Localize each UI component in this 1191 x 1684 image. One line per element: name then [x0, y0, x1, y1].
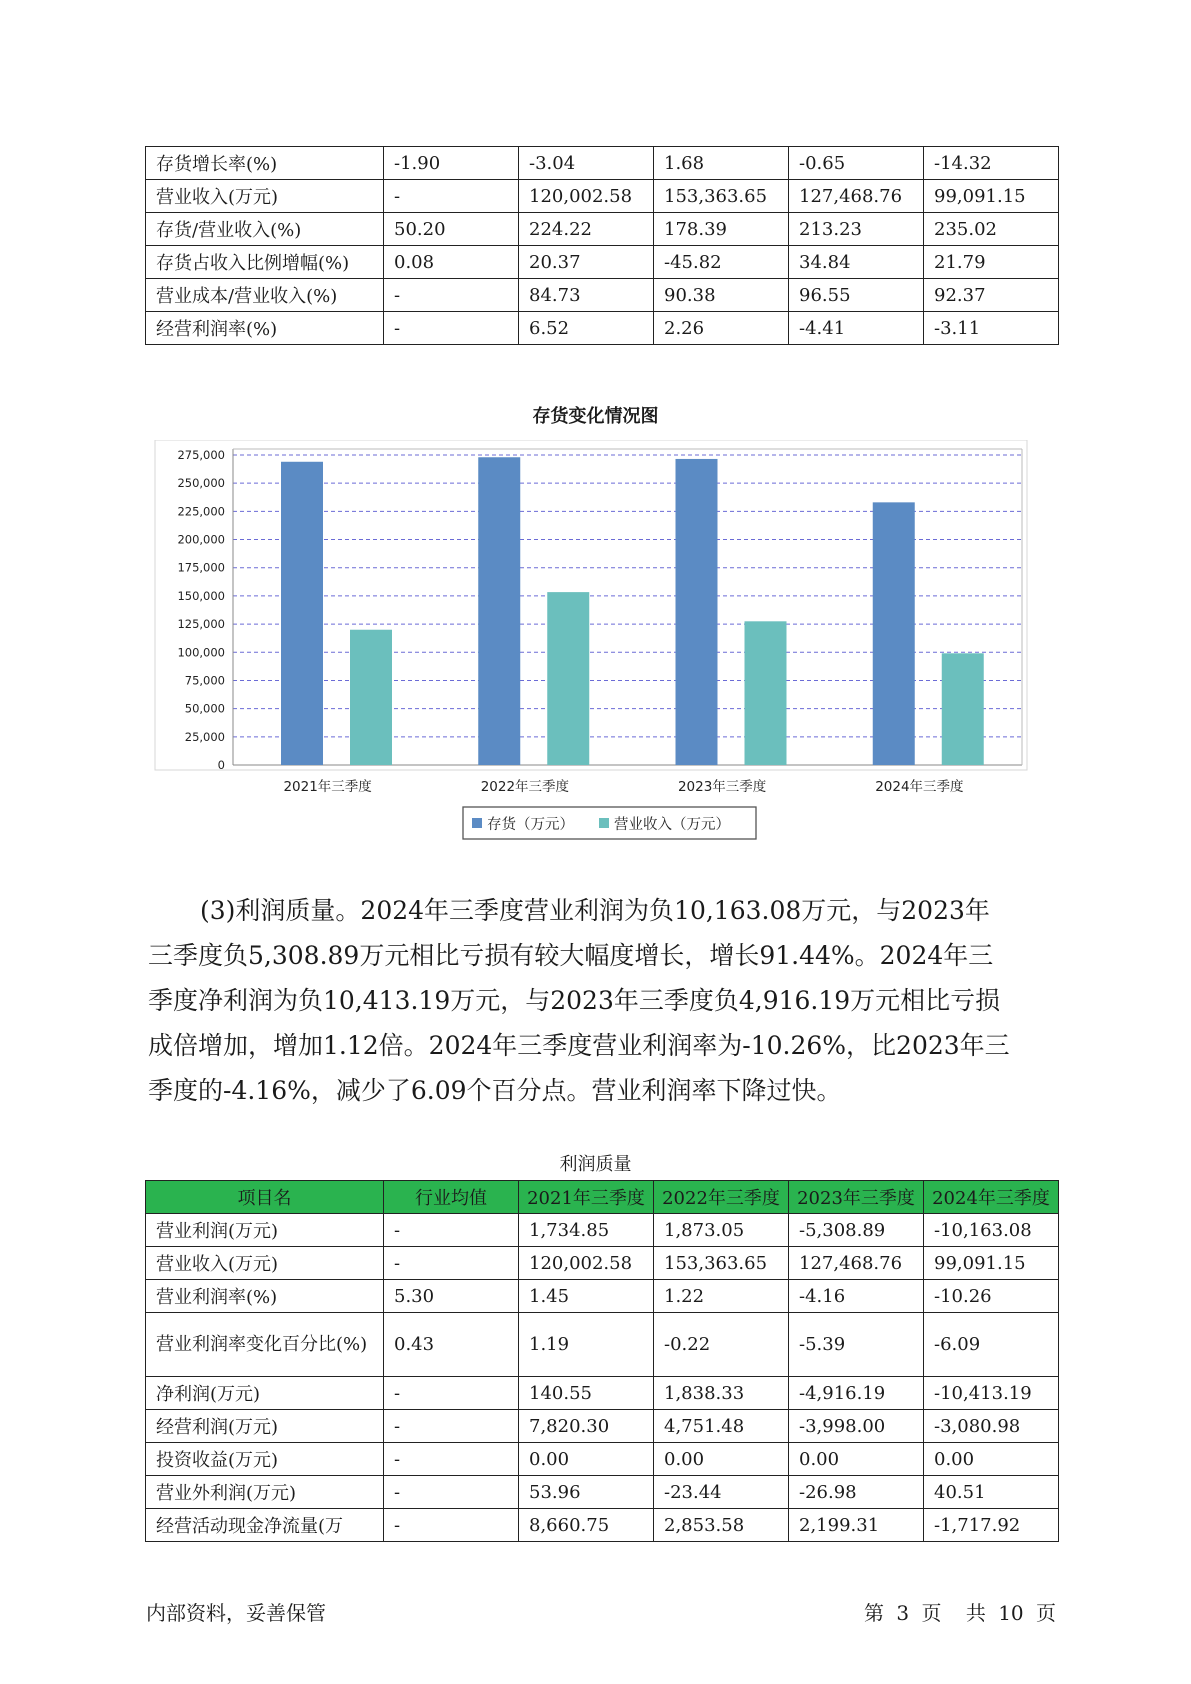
row-label-cell: 存货占收入比例增幅(%) — [146, 246, 384, 279]
value-cell: - — [384, 1410, 519, 1443]
bar — [873, 502, 915, 765]
value-cell: 1,838.33 — [654, 1377, 789, 1410]
value-cell: 127,468.76 — [789, 1247, 924, 1280]
legend-label: 存货（万元） — [487, 817, 574, 833]
value-cell: 99,091.15 — [924, 1247, 1059, 1280]
value-cell: 213.23 — [789, 213, 924, 246]
value-cell: -5,308.89 — [789, 1214, 924, 1247]
table-row — [146, 1476, 1059, 1509]
bar — [745, 621, 787, 765]
value-cell: 7,820.30 — [519, 1410, 654, 1443]
row-label-cell: 经营利润率(%) — [146, 312, 384, 345]
bar — [350, 630, 392, 765]
value-cell: -4.41 — [789, 312, 924, 345]
page-total-prefix: 共 — [965, 1601, 986, 1625]
table-row — [146, 1410, 1059, 1443]
column-header: 2024年三季度 — [924, 1181, 1059, 1214]
bar — [547, 592, 589, 765]
row-label-cell: 营业利润率变化百分比(%) — [146, 1313, 384, 1377]
paragraph-line: 季度的-4.16%，减少了6.09个百分点。营业利润率下降过快。 — [148, 1076, 842, 1105]
table-row — [146, 1509, 1059, 1542]
chart-title: 存货变化情况图 — [532, 406, 659, 427]
paragraph-line: (3)利润质量。2024年三季度营业利润为负10,163.08万元，与2023年 — [200, 896, 990, 925]
y-tick-label: 150,000 — [177, 588, 225, 603]
row-label-cell: 净利润(万元) — [146, 1377, 384, 1410]
value-cell: 1.45 — [519, 1280, 654, 1313]
value-cell: -3.11 — [924, 312, 1059, 345]
x-tick-label: 2021年三季度 — [283, 779, 372, 795]
value-cell: 224.22 — [519, 213, 654, 246]
value-cell: 2.26 — [654, 312, 789, 345]
bar — [478, 457, 520, 765]
value-cell: 5.30 — [384, 1280, 519, 1313]
value-cell: 0.08 — [384, 246, 519, 279]
page-number — [858, 1597, 1056, 1626]
table-row — [146, 1214, 1059, 1247]
x-tick-label: 2024年三季度 — [875, 779, 964, 795]
table-caption: 利润质量 — [559, 1154, 632, 1175]
value-cell: 50.20 — [384, 213, 519, 246]
value-cell: -6.09 — [924, 1313, 1059, 1377]
legend-label: 营业收入（万元） — [614, 817, 730, 833]
value-cell: 21.79 — [924, 246, 1059, 279]
column-header: 2022年三季度 — [654, 1181, 789, 1214]
column-header: 项目名 — [146, 1181, 384, 1214]
column-header: 行业均值 — [384, 1181, 519, 1214]
paragraph-line: 成倍增加，增加1.12倍。2024年三季度营业利润率为-10.26%，比2023年三 — [148, 1031, 1010, 1060]
value-cell: 140.55 — [519, 1377, 654, 1410]
value-cell: 120,002.58 — [519, 180, 654, 213]
y-tick-label: 125,000 — [177, 617, 225, 632]
value-cell: - — [384, 1247, 519, 1280]
value-cell: 4,751.48 — [654, 1410, 789, 1443]
value-cell: 0.00 — [924, 1443, 1059, 1476]
profit-quality-paragraph — [148, 888, 1053, 1113]
value-cell: - — [384, 1214, 519, 1247]
row-label-cell: 存货增长率(%) — [146, 147, 384, 180]
value-cell: -10,413.19 — [924, 1377, 1059, 1410]
inventory-metrics-table — [145, 146, 1059, 345]
table-row — [146, 1247, 1059, 1280]
value-cell: 90.38 — [654, 279, 789, 312]
row-label-cell: 营业利润(万元) — [146, 1214, 384, 1247]
x-tick-label: 2022年三季度 — [480, 779, 570, 795]
table-row — [146, 279, 1059, 312]
y-tick-label: 25,000 — [184, 729, 225, 744]
value-cell: - — [384, 180, 519, 213]
row-label-cell: 投资收益(万元) — [146, 1443, 384, 1476]
y-tick-label: 175,000 — [177, 560, 225, 575]
bar — [676, 459, 718, 765]
y-tick-label: 100,000 — [177, 645, 225, 660]
bar — [281, 462, 323, 765]
value-cell: 1.68 — [654, 147, 789, 180]
value-cell: 8,660.75 — [519, 1509, 654, 1542]
value-cell: 0.00 — [789, 1443, 924, 1476]
row-label-cell: 营业收入(万元) — [146, 180, 384, 213]
value-cell: -10.26 — [924, 1280, 1059, 1313]
table-row — [146, 180, 1059, 213]
value-cell: 153,363.65 — [654, 180, 789, 213]
value-cell: 53.96 — [519, 1476, 654, 1509]
value-cell: -1.90 — [384, 147, 519, 180]
value-cell: 1,873.05 — [654, 1214, 789, 1247]
value-cell: -4.16 — [789, 1280, 924, 1313]
value-cell: - — [384, 279, 519, 312]
row-label-cell: 存货/营业收入(%) — [146, 213, 384, 246]
profit-quality-table — [145, 1180, 1059, 1542]
page-current: 3 — [896, 1601, 910, 1625]
value-cell: -5.39 — [789, 1313, 924, 1377]
value-cell: - — [384, 1443, 519, 1476]
value-cell: - — [384, 1377, 519, 1410]
value-cell: -45.82 — [654, 246, 789, 279]
table-row — [146, 1377, 1059, 1410]
value-cell: -14.32 — [924, 147, 1059, 180]
page-mid: 页 — [921, 1601, 942, 1625]
table-header-row — [146, 1181, 1059, 1214]
value-cell: 178.39 — [654, 213, 789, 246]
page-prefix: 第 — [864, 1601, 885, 1625]
column-header: 2023年三季度 — [789, 1181, 924, 1214]
y-tick-label: 225,000 — [177, 504, 225, 519]
y-tick-label: 50,000 — [184, 701, 225, 716]
footer-confidential-note: 内部资料，妥善保管 — [146, 1601, 326, 1625]
value-cell: 6.52 — [519, 312, 654, 345]
table-row — [146, 1313, 1059, 1377]
value-cell: -3,998.00 — [789, 1410, 924, 1443]
value-cell: -23.44 — [654, 1476, 789, 1509]
value-cell: 0.43 — [384, 1313, 519, 1377]
table-row — [146, 147, 1059, 180]
value-cell: 20.37 — [519, 246, 654, 279]
value-cell: 0.00 — [519, 1443, 654, 1476]
value-cell: -3.04 — [519, 147, 654, 180]
value-cell: 40.51 — [924, 1476, 1059, 1509]
row-label-cell: 经营活动现金净流量(万 — [146, 1509, 384, 1542]
value-cell: 1.22 — [654, 1280, 789, 1313]
legend-swatch — [472, 818, 482, 828]
table-row — [146, 1280, 1059, 1313]
value-cell: -0.65 — [789, 147, 924, 180]
row-label-cell: 营业利润率(%) — [146, 1280, 384, 1313]
value-cell: 92.37 — [924, 279, 1059, 312]
y-tick-label: 250,000 — [177, 476, 225, 491]
y-tick-label: 275,000 — [177, 448, 225, 462]
value-cell: -0.22 — [654, 1313, 789, 1377]
value-cell: 99,091.15 — [924, 180, 1059, 213]
paragraph-line: 季度净利润为负10,413.19万元，与2023年三季度负4,916.19万元相比亏损 — [148, 986, 1001, 1015]
value-cell: -26.98 — [789, 1476, 924, 1509]
y-tick-label: 0 — [217, 758, 225, 772]
value-cell: 2,853.58 — [654, 1509, 789, 1542]
page-suffix: 页 — [1036, 1601, 1056, 1625]
value-cell: 1.19 — [519, 1313, 654, 1377]
bar — [942, 653, 984, 765]
value-cell: 96.55 — [789, 279, 924, 312]
y-tick-label: 75,000 — [184, 673, 225, 688]
row-label-cell: 营业成本/营业收入(%) — [146, 279, 384, 312]
value-cell: 235.02 — [924, 213, 1059, 246]
paragraph-line: 三季度负5,308.89万元相比亏损有较大幅度增长，增长91.44%。2024年三 — [148, 941, 994, 970]
value-cell: - — [384, 312, 519, 345]
value-cell: 2,199.31 — [789, 1509, 924, 1542]
value-cell: -10,163.08 — [924, 1214, 1059, 1247]
value-cell: -3,080.98 — [924, 1410, 1059, 1443]
table-row — [146, 312, 1059, 345]
row-label-cell: 营业外利润(万元) — [146, 1476, 384, 1509]
value-cell: 1,734.85 — [519, 1214, 654, 1247]
value-cell: - — [384, 1509, 519, 1542]
column-header: 2021年三季度 — [519, 1181, 654, 1214]
x-tick-label: 2023年三季度 — [677, 779, 767, 795]
table-row — [146, 213, 1059, 246]
value-cell: 120,002.58 — [519, 1247, 654, 1280]
value-cell: -1,717.92 — [924, 1509, 1059, 1542]
value-cell: 153,363.65 — [654, 1247, 789, 1280]
value-cell: 0.00 — [654, 1443, 789, 1476]
value-cell: 84.73 — [519, 279, 654, 312]
value-cell: 34.84 — [789, 246, 924, 279]
inventory-bar-chart — [0, 440, 1191, 860]
row-label-cell: 经营利润(万元) — [146, 1410, 384, 1443]
page-total: 10 — [998, 1601, 1024, 1625]
table-row — [146, 1443, 1059, 1476]
row-label-cell: 营业收入(万元) — [146, 1247, 384, 1280]
value-cell: -4,916.19 — [789, 1377, 924, 1410]
value-cell: 127,468.76 — [789, 180, 924, 213]
legend-swatch — [599, 818, 609, 828]
y-tick-label: 200,000 — [177, 532, 225, 547]
table-row — [146, 246, 1059, 279]
value-cell: - — [384, 1476, 519, 1509]
